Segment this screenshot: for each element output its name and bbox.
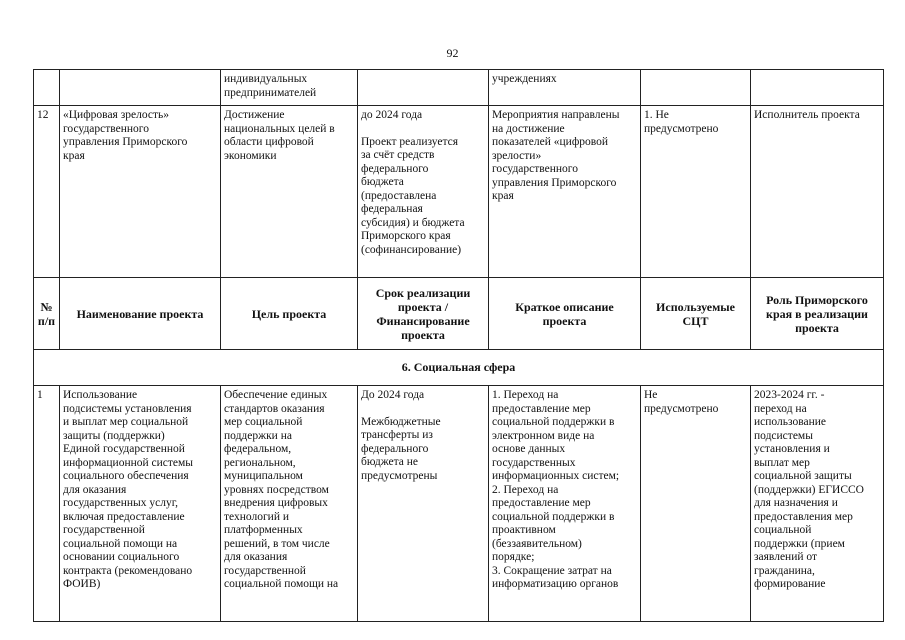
text-line: защиты (поддержки) [63,429,165,442]
text-line: предоставление мер [492,402,591,415]
table-row-continuation [34,70,884,106]
text-line: Не [644,389,658,401]
text-line: внедрения цифровых [224,497,328,509]
text-line: проекта [795,320,839,335]
header-role [751,278,884,350]
cell-role [751,106,884,278]
table-row-1 [34,386,884,622]
text-line: формирование [754,578,826,590]
text-line: «Цифровая зрелость» [63,109,170,121]
text-line: заявлений от [754,551,818,563]
text-line: государственной [63,524,145,536]
text-line: 2. Переход на [492,483,559,496]
text-line: государственных [492,456,576,469]
text-line: Используемые [656,299,735,314]
cell-description [489,106,641,278]
header-name: Наименование проекта [60,278,221,350]
header-term [358,278,489,350]
cell-num [34,70,60,106]
header-num [34,278,60,350]
text-line: управления Приморского [63,136,188,148]
text-line: включая предоставление [63,510,185,523]
text-line: информатизацию органов [492,578,619,590]
cell-role [751,386,884,622]
text-line: социальной помощи на [63,537,178,550]
text-line: Достижение [224,109,285,121]
text-line: Краткое описание [515,299,614,314]
text-line: (беззаявительном) [492,537,582,550]
cell-term [358,70,489,106]
text-line: основании социального [63,551,180,563]
text-line: социальной помощи на [224,578,339,590]
cell-role [751,70,884,106]
text-line: федерального [361,162,429,175]
text-line: технологий и [224,510,290,523]
projects-table [33,69,884,622]
text-line: индивидуальных [224,73,308,85]
cell-num: 1 [34,386,60,622]
cell-sct [641,70,751,106]
text-line: (поддержки) ЕГИССО [754,483,864,496]
cell-goal [221,386,358,622]
text-line: и выплат мер социальной [63,416,189,428]
text-line: Проект реализуется [361,135,459,148]
page-number: 92 [446,46,459,60]
table-header-row [34,278,884,350]
text-line: решений, в том числе [224,537,330,550]
text-line: государственного [63,122,149,135]
text-line: края в реализации [766,306,868,321]
text-line: Обеспечение единых [224,389,328,401]
text-line: края [492,190,514,202]
text-line: электронном виде на [492,429,595,442]
text-line: предусмотрены [361,469,438,482]
text-line: (софинансирование) [361,243,462,256]
cell-name [60,70,221,106]
cell-goal [221,106,358,278]
text-line: бюджета не [361,456,419,468]
cell-name [60,106,221,278]
term-head: До 2024 года [361,389,425,401]
text-line: бюджета [361,176,404,188]
text-line: поддержки (прием [754,537,845,550]
header-goal: Цель проекта [221,278,358,350]
text-line: области цифровой [224,136,314,148]
text-line: социальной [754,524,812,536]
text-line: показателей «цифровой [492,136,609,148]
text-line: федеральном, [224,443,292,455]
text-line: уровнях посредством [224,483,329,496]
text-line: предпринимателей [224,86,317,99]
text-line: мер социальной [224,416,303,428]
text-line: социального обеспечения [63,470,189,482]
cell-num: 12 [34,106,60,278]
cell-term [358,106,489,278]
text-line: предоставление мер [492,497,591,509]
text-line: социальной поддержки в [492,510,615,523]
text-line: экономики [224,149,277,162]
text-line: предусмотрено [644,402,719,415]
cell-description [489,70,641,106]
text-line: Единой государственной [63,443,185,455]
text-line: основе данных [492,443,566,455]
text-line: государственной [224,564,306,577]
section-row [34,350,884,386]
text-line: Мероприятия направлены [492,109,620,121]
text-line: региональном, [224,456,296,469]
text-line: Срок реализации [375,285,471,300]
text-line: учреждениях [492,73,557,85]
table-row-12 [34,106,884,278]
text-line: субсидия) и бюджета [361,216,465,229]
section-title: 6. Социальная сфера [34,350,884,386]
text-line: Финансирование [376,313,470,328]
cell-term [358,386,489,622]
text-line: социальной защиты [754,470,852,482]
cell-name [60,386,221,622]
text-line: зрелости» [492,149,542,162]
text-line: края [63,149,85,162]
header-sct [641,278,751,350]
term-body [361,136,485,258]
text-line: выплат мер [754,456,810,469]
text-line: порядке; [492,551,535,563]
text-line: 1. Переход на [492,389,559,401]
cell-description [489,386,641,622]
text-line: стандартов оказания [224,402,325,415]
text-line: проекта / [397,299,449,314]
text-line: социальной поддержки в [492,416,615,428]
term-head: до 2024 года [361,109,423,121]
text-line: 3. Сокращение затрат на [492,564,612,577]
text-line: подсистемы [754,429,813,442]
text-line: использование [754,416,827,428]
text-line: Исполнитель проекта [754,109,860,121]
header-description [489,278,641,350]
text-line: Межбюджетные [361,415,441,428]
text-line: трансферты из [361,429,433,441]
cell-sct [641,106,751,278]
text-line: подсистемы установления [63,402,192,415]
text-line: для оказания [63,483,127,496]
text-line: гражданина, [754,564,815,577]
cell-sct [641,386,751,622]
text-line: переход на [754,402,807,415]
text-line: ФОИВ) [63,578,101,590]
cell-goal [221,70,358,106]
text-line: федеральная [361,203,423,215]
text-line: муниципальном [224,470,303,482]
term-body [361,416,485,484]
text-line: государственного [492,163,578,175]
text-line: информационной системы [63,456,194,469]
text-line: предоставления мер [754,510,853,523]
text-line: (предоставлена [361,189,437,202]
text-line: государственных услуг, [63,497,179,509]
text-line: Приморского края [361,230,451,242]
text-line: информационных систем; [492,470,620,482]
text-line: Роль Приморского [766,292,868,307]
text-line: п/п [37,313,56,328]
text-line: предусмотрено [644,122,719,135]
text-line: на достижение [492,122,565,135]
text-line: Использование [63,389,138,401]
text-line: проактивном [492,524,556,536]
text-line: контракта (рекомендовано [63,564,193,577]
text-line: поддержки на [224,429,292,442]
text-line: 2023-2024 гг. - [754,389,825,401]
text-line: проекта [401,327,445,342]
text-line: для оказания [224,551,288,563]
text-line: национальных целей в [224,122,335,135]
text-line: установления и [754,443,830,455]
text-line: № [40,299,53,314]
text-line: проекта [542,313,587,328]
text-line: платформенных [224,524,303,536]
text-line: для назначения и [754,497,838,509]
text-line: 1. Не [644,109,669,121]
text-line: управления Приморского [492,176,617,189]
text-line: СЦТ [682,313,709,328]
text-line: за счёт средств [361,149,435,161]
text-line: федерального [361,442,429,455]
